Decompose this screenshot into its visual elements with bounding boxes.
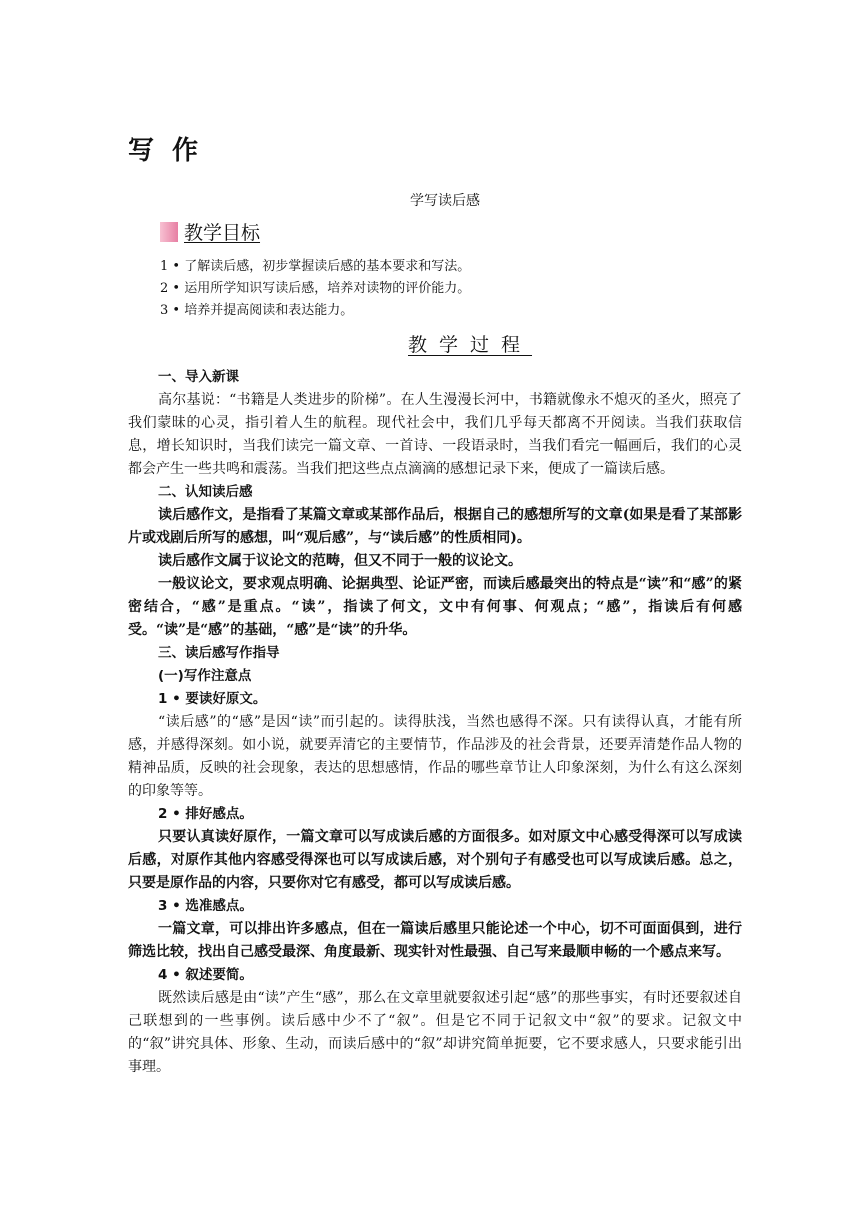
goal-item: 1 • 了解读后感，初步掌握读后感的基本要求和写法。: [160, 259, 471, 274]
sub-heading: (一)写作注意点: [158, 668, 252, 684]
section-heading: 三、读后感写作指导: [158, 645, 280, 661]
paragraph: 只要认真读好原作，一篇文章可以写成读后感的方面很多。如对原文中心感受得深可以写成读后感，对原作其他内容感受得深也可以写成读后感，对个别句子有感受也可以写成读后感。总之，只要是原作品的内容，只要你对它有感受，都可以写成读后感。: [128, 829, 742, 891]
goal-item: 3 • 培养并提高阅读和表达能力。: [160, 303, 354, 318]
item-heading: 2 • 排好感点。: [158, 806, 253, 822]
paragraph: 一篇文章，可以排出许多感点，但在一篇读后感里只能论述一个中心，切不可面面俱到，进行筛选比较，找出自己感受最深、角度最新、现实针对性最强、自己写来最顺申畅的一个感点来写。: [128, 921, 742, 960]
main-content: [128, 366, 742, 1079]
pink-square-icon: [160, 222, 178, 242]
section-heading: 一、导入新课: [158, 369, 239, 385]
lesson-subtitle: 学写读后感: [410, 193, 480, 209]
item-heading: 4 • 叙述要简。: [158, 967, 253, 983]
process-heading: 教学过程: [408, 334, 533, 356]
goals-list: [160, 256, 470, 322]
goals-heading-text: 教学目标: [184, 222, 261, 244]
paragraph: 读后感作文属于议论文的范畴，但又不同于一般的议论文。: [158, 553, 522, 569]
paragraph: 一般议论文，要求观点明确、论据典型、论证严密，而读后感最突出的特点是“读”和“感”的紧密结合，“感”是重点。“读”，指读了何文，文中有何事、何观点；“感”，指读后有何感受。“读”是“感”的基础，“感”是“读”的升华。: [128, 576, 742, 638]
section-heading: 二、认知读后感: [158, 484, 253, 500]
paragraph: “读后感”的“感”是因“读”而引起的。读得肤浅，当然也感得不深。只有读得认真，才能有所感，并感得深刻。如小说，就要弄清它的主要情节，作品涉及的社会背景，还要弄清楚作品人物的精神品质，反映的社会现象，表达的思想感情，作品的哪些章节让人印象深刻，为什么有这么深刻的印象等等。: [128, 714, 742, 799]
item-heading: 3 • 选准感点。: [158, 898, 253, 914]
page-title: 写作: [128, 136, 217, 166]
paragraph: 读后感作文，是指看了某篇文章或某部作品后，根据自己的感想所写的文章(如果是看了某部影片或戏剧后所写的感想，叫“观后感”，与“读后感”的性质相同)。: [128, 507, 742, 546]
paragraph: 高尔基说：“书籍是人类进步的阶梯”。在人生漫漫长河中，书籍就像永不熄灭的圣火，照亮了我们蒙昧的心灵，指引着人生的航程。现代社会中，我们几乎每天都离不开阅读。当我们获取信息，增长知识时，当我们读完一篇文章、一首诗、一段语录时，当我们看完一幅画后，我们的心灵都会产生一些共鸣和震荡。当我们把这些点点滴滴的感想记录下来，便成了一篇读后感。: [128, 392, 742, 477]
goal-item: 2 • 运用所学知识写读后感，培养对读物的评价能力。: [160, 281, 471, 296]
item-heading: 1 • 要读好原文。: [158, 691, 267, 707]
paragraph: 既然读后感是由“读”产生“感”，那么在文章里就要叙述引起“感”的那些事实，有时还要叙述自己联想到的一些事例。读后感中少不了“叙”。但是它不同于记叙文中“叙”的要求。记叙文中的“叙”讲究具体、形象、生动，而读后感中的“叙”却讲究简单扼要，它不要求感人，只要求能引出事理。: [128, 990, 742, 1075]
goals-heading: [160, 218, 260, 245]
